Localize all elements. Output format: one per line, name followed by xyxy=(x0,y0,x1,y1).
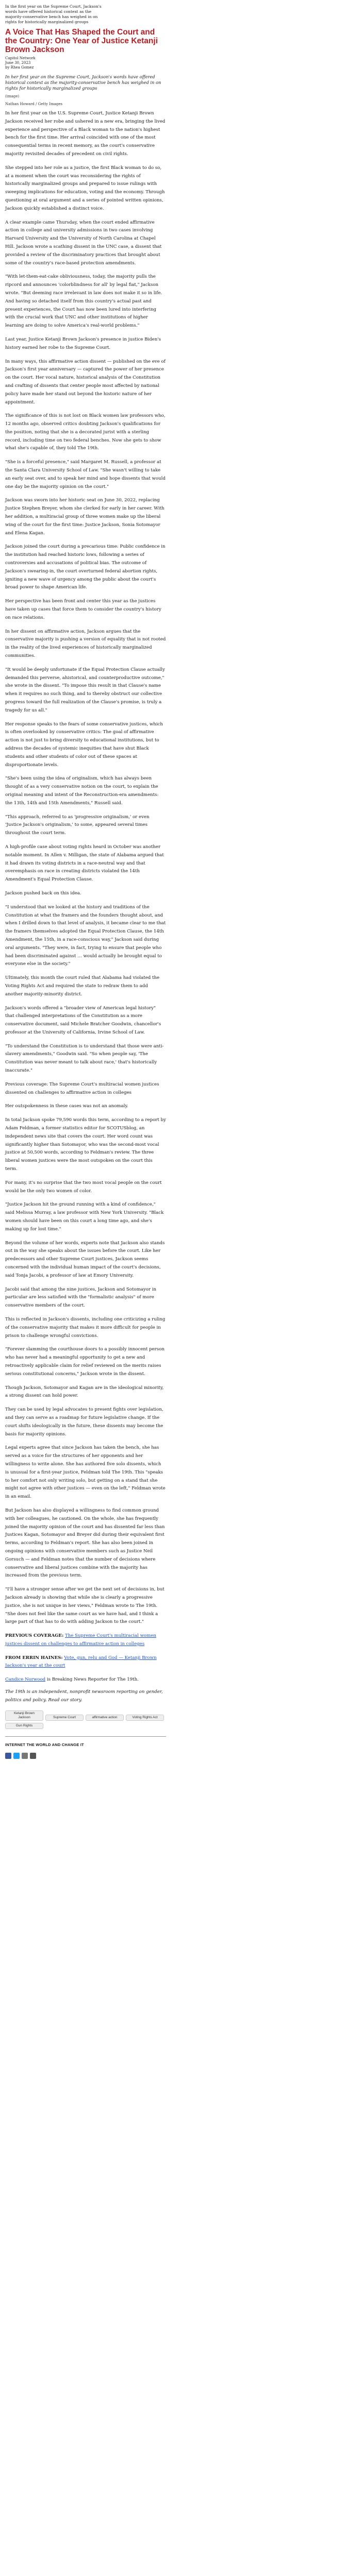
tag-chip[interactable]: Gun Rights xyxy=(5,1723,43,1729)
tag-chip[interactable]: Voting Rights Act xyxy=(126,1715,164,1721)
photo-caption: Nathan Howard / Getty Images xyxy=(5,102,62,106)
tagline: The 19th is an independent, nonprofit newsroom reporting on gender, politics and policy. Read our story. xyxy=(5,1689,163,1703)
body-paragraph: "She's been using the idea of originalism, which has always been thought of as a very conservative notion on the court, to explain the original meaning and intent of the Reconstruction-era amendments: the 13th, 14th and 15th Amendments," Russell said. xyxy=(5,776,159,806)
twitter-icon[interactable] xyxy=(13,1753,20,1759)
body-paragraph: Jackson was sworn into her historic seat on June 30, 2022, replacing Justice Stephen Breyer, whom she clerked for early in her career. With her addition, a multiracial group of three women make up the liberal wing of the court for the first time: Justice Jackson, Sonia Sotomayor and Elena Kagan. xyxy=(5,498,165,536)
author-bio-link[interactable]: Candice Norwood xyxy=(5,1677,46,1683)
facebook-icon[interactable] xyxy=(5,1753,11,1759)
article-body xyxy=(5,110,166,1626)
body-paragraph: She stepped into her role as a justice, the first Black woman to do so, at a moment when the court was reconsidering the rights of historically marginalized groups and prepared to issue rulings with sweeping implications for education, voting and the economy. Through questioning at oral argument and a series of pointed written opinions, Jackson quickly established a distinct voice. xyxy=(5,165,165,211)
body-paragraph: Jackson joined the court during a precarious time: Public confidence in the institution had reached historic lows, following a series of controversies and accusations of political bias. The outcome of Jackson's swearing-in, the court overturned federal abortion rights, igniting a new wave of urgency among the public about the court's broad power to shape American life. xyxy=(5,544,166,590)
related-coverage xyxy=(5,1654,166,1671)
body-paragraph: In her dissent on affirmative action, Jackson argues that the conservative majority is pushing a version of equality that is not rooted in the reality of the lived experiences of historically marginalized communities. xyxy=(5,629,166,659)
source-label: Capitol Network xyxy=(5,56,36,60)
previous-coverage-link[interactable]: The Supreme Court's multiracial women justices dissent on challenges to affirmative action in colleges xyxy=(5,1633,156,1647)
tag-list xyxy=(5,1710,166,1731)
body-paragraph: Though Jackson, Sotomayor and Kagan are in the ideological minority, a strong dissent can hold power. xyxy=(5,1385,164,1399)
body-paragraph: Ultimately, this month the court ruled that Alabama had violated the Voting Rights Act and required the state to redraw them to add another majority-minority district. xyxy=(5,975,160,997)
body-paragraph: "She is a forceful presence," said Margaret M. Russell, a professor at the Santa Clara University School of Law. "She wasn't willing to take an early seat over, and to speak her mind and hope dissents that would one day be the majority opinion on the court." xyxy=(5,460,166,489)
body-paragraph: But Jackson has also displayed a willingness to find common ground with her colleagues, he cautioned. On the whole, she has frequently joined the majority opinion of the court and has dissented far less than Justices Kagan, Sotomayor and Breyer did during their equivalent first terms, according to Feldman's report. She has also been joined in ongoing opinions with conservative members such as Justice Neil Gorsuch — and Feldman notes that the number of decisions where conservative and liberal justices combine with the majority has increased from the previous term. xyxy=(5,1507,165,1579)
header-lede: In the first year on the Supreme Court, Jackson's words have offered historical context as the majority-conservative bench has weighed in on rights for historically marginalized groups xyxy=(5,4,102,24)
body-paragraph: "To understand the Constitution is to understand that those were anti-slavery amendments," Goodwin said. "So when people say, 'The Constitution was never meant to talk about race,' that's historically inaccurate." xyxy=(5,1043,164,1074)
author-bio-text: is Breaking News Reporter for The 19th. xyxy=(46,1677,139,1683)
body-paragraph: In total Jackson spoke 79,590 words this term, according to a report by Adam Feldman, a former statistics editor for SCOTUSblog, an independent news site that covers the court. Her word count was significantly higher than Sotomayor, who was the second-most vocal justice at 50,500 words, according to Feldman's review. The three liberal women justices were the most outspoken on the court this term. xyxy=(5,1117,166,1172)
body-paragraph: "It would be deeply unfortunate if the Equal Protection Clause actually demanded this perverse, ahistorical, and counterproductive outcome," she wrote in the dissent. "To impose this result in that Clause's name when it requires no such thing, and to thereby obstruct our collective progress toward the full realization of the Clause's promise, is truly a tragedy for us all." xyxy=(5,667,165,713)
section-label: INTERNET THE WORLD AND CHANGE IT xyxy=(5,1742,84,1747)
body-paragraph: "Justice Jackson hit the ground running with a kind of confidence," said Melissa Murray, a law professor with New York University. "Black women should have been on this court a long time ago, and she's making up for lost time." xyxy=(5,1202,164,1232)
divider xyxy=(5,1736,166,1737)
print-icon[interactable] xyxy=(30,1753,36,1759)
tag-chip[interactable]: affirmative action xyxy=(86,1715,124,1721)
body-paragraph: Legal experts agree that since Jackson has taken the bench, she has served as a voice for the structures of her opponents and her willingness to write alone. She has authored five solo dissents, which is unusual for a first-year justice, Feldman told The 19th. This "speaks to her comfort not only writing solo, but getting on a stand that she might not agree with other justices — even on the left," Feldman wrote in an email. xyxy=(5,1445,166,1500)
article-intro: In her first year on the Supreme Court, Jackson's words have offered historical context as the majority-conservative bench has weighed in on rights for historically marginalized groups xyxy=(5,74,161,91)
body-paragraph: "Forever slamming the courthouse doors to a possibly innocent person who has never had a meaningful opportunity to get a new and retroactively applicable claim for relief reviewed on the merits raises serious constitutional concerns," Jackson wrote in the dissent. xyxy=(5,1347,165,1377)
body-paragraph: In many ways, this affirmative action dissent — published on the eve of Jackson's first year anniversary — captured the power of her presence on the court. Her vocal nature, historical analysis of the Constitution and crafting of dissents that center people most affected by national policy have made her stand out beyond the historic nature of her appointment. xyxy=(5,359,166,405)
body-paragraph: "This approach, referred to as 'progressive originalism,' or even 'Justice Jackson's originalism,' to some, appeared several times throughout the court term. xyxy=(5,814,150,836)
related-prefix: FROM ERRIN HAINES: xyxy=(5,1655,63,1660)
author-name[interactable]: Rhea Gomez xyxy=(10,65,34,70)
body-paragraph: Jackson's words offered a "broader view of American legal history" that challenged interpretations of the Constitution as a more conservative document, said Michele Bratcher Goodwin, chancellor's professor at the University of California, Irvine School of Law. xyxy=(5,1005,161,1035)
body-paragraph: "I understood that we looked at the history and traditions of the Constitution at what the framers and the founders thought about, and when I drilled down to that level of analysis, it became clear to me that the framers themselves adopted the Equal Protection Clause, the 14th Amendment, the 15th, in a race-conscious way," Jackson said during oral arguments. "They were, in fact, trying to ensure that people who had been discriminated against … would actually be brought equal to everyone else in the society." xyxy=(5,904,166,967)
body-paragraph: Last year, Justice Ketanji Brown Jackson's presence in justice Biden's history earned her robe to the Supreme Court. xyxy=(5,336,161,350)
body-paragraph: Previous coverage: The Supreme Court's multiracial women justices dissented on challenges to affirmative action in colleges xyxy=(5,1081,159,1095)
body-paragraph: "With let-them-eat-cake obliviousness, today, the majority pulls the ripcord and announces 'colorblindness for all' by legal fiat," Jackson wrote. "But deeming race irrelevant in law does not make it so in life. And having so detached itself from this country's actual past and present experiences, the Court has now been lured into interfering with the crucial work that UNC and other institutions of higher learning are doing to solve America's real-world problems." xyxy=(5,274,162,329)
related-link[interactable]: Vote, gun, relu and God — Ketanji Brown Jackson's year at the court xyxy=(5,1655,157,1669)
body-paragraph: This is reflected in Jackson's dissents, including one criticizing a ruling of the conservative majority that makes it more difficult for people in prison to challenge wrongful convictions. xyxy=(5,1317,166,1338)
byline xyxy=(5,65,166,70)
article-title: A Voice That Has Shaped the Court and the Country: One Year of Justice Ketanji Brown Jackson xyxy=(5,28,158,54)
body-paragraph: Jackson pushed back on this idea. xyxy=(5,890,81,896)
body-paragraph: In her first year on the U.S. Supreme Court, Justice Ketanji Brown Jackson received her robe and ushered in a new era, bringing the lived experience and perspective of a Black woman to the nation's highest bench for the first time. Her arrival coincided with one of the most consequential terms in recent memory, as the court's conservative majority revisited decades of precedent on civil rights. xyxy=(5,111,166,157)
article-meta xyxy=(5,56,166,70)
tag-chip[interactable]: Supreme Court xyxy=(45,1715,84,1721)
tag-chip[interactable]: Ketanji Brown Jackson xyxy=(5,1710,43,1721)
previous-coverage xyxy=(5,1632,166,1649)
body-paragraph: Her perspective has been front and center this year as the justices have taken up cases that force them to consider the country's history on race relations. xyxy=(5,599,161,620)
body-paragraph: A high-profile case about voting rights heard in October was another notable moment. In Allen v. Milligan, the state of Alabama argued that it had drawn its voting districts in a race-neutral way and that overemphasis on race in creating districts violated the 14th Amendment's Equal Protection Clause. xyxy=(5,844,164,883)
share-row xyxy=(5,1753,166,1760)
previous-coverage-prefix: PREVIOUS COVERAGE: xyxy=(5,1633,64,1639)
byline-prefix: by xyxy=(5,65,10,70)
body-paragraph: Her outspokenness in these cases was not an anomaly. xyxy=(5,1104,128,1109)
body-paragraph: "I'll have a stronger sense after we get the next set of decisions in, but Jackson already is showing that while she is clearly a progressive justice, she is not unique in her views," Feldman wrote to The 19th. "She does not feel like the same court as we have had, and I think a large part of that has to do with adding Jackson to the court." xyxy=(5,1587,165,1625)
body-paragraph: The significance of this is not lost on Black women law professors who, 12 months ago, observed critics doubting Jackson's qualifications for the position, noting that she is a decorated jurist with a sterling record, including time on two federal benches. Now she gets to show what she's capable of, they told The 19th. xyxy=(5,413,166,451)
author-bio xyxy=(5,1676,166,1684)
image-placeholder: (image) xyxy=(5,94,20,98)
body-paragraph: For many, it's no surprise that the two most vocal people on the court would be the only two women of color. xyxy=(5,1180,162,1194)
article-content xyxy=(5,4,166,1765)
body-paragraph: Jacobi said that among the nine justices, Jackson and Sotomayor in particular are less satisfied with the "formalistic analysis" of more conservative members of the court. xyxy=(5,1286,157,1309)
body-paragraph: A clear example came Thursday, when the court ended affirmative action in college and university admissions in two cases involving Harvard University and the University of North Carolina at Chapel Hill. Jackson wrote a scathing dissent in the UNC case, a dissent that provided a review of the discriminatory practices that brought about some of the country's race-based protection amendments. xyxy=(5,219,162,266)
body-paragraph: Her response speaks to the fears of some conservative justices, which is often overlooked by conservative critics: The goal of affirmative action is not just to bring diversity to educational institutions, but to address the decades of systemic inequities that have shut Black students and other students of color out of these spaces at disproportionate levels. xyxy=(5,721,163,768)
body-paragraph: They can be used by legal advocates to present fights over legislation, and they can serve as a roadmap for future legislative change. If the court shifts ideologically in the future, these dissents may become the basis for majority opinions. xyxy=(5,1407,163,1437)
email-icon[interactable] xyxy=(22,1753,28,1759)
body-paragraph: Beyond the volume of her words, experts note that Jackson also stands out in the way she speaks about the issues before the court. Like her predecessors and other Supreme Court justices, Jackson seems concerned with the individual human impact of the court's decisions, said Tonja Jacobi, a professor of law at Emory University. xyxy=(5,1240,165,1278)
date-label: June 30, 2023 xyxy=(5,61,31,65)
